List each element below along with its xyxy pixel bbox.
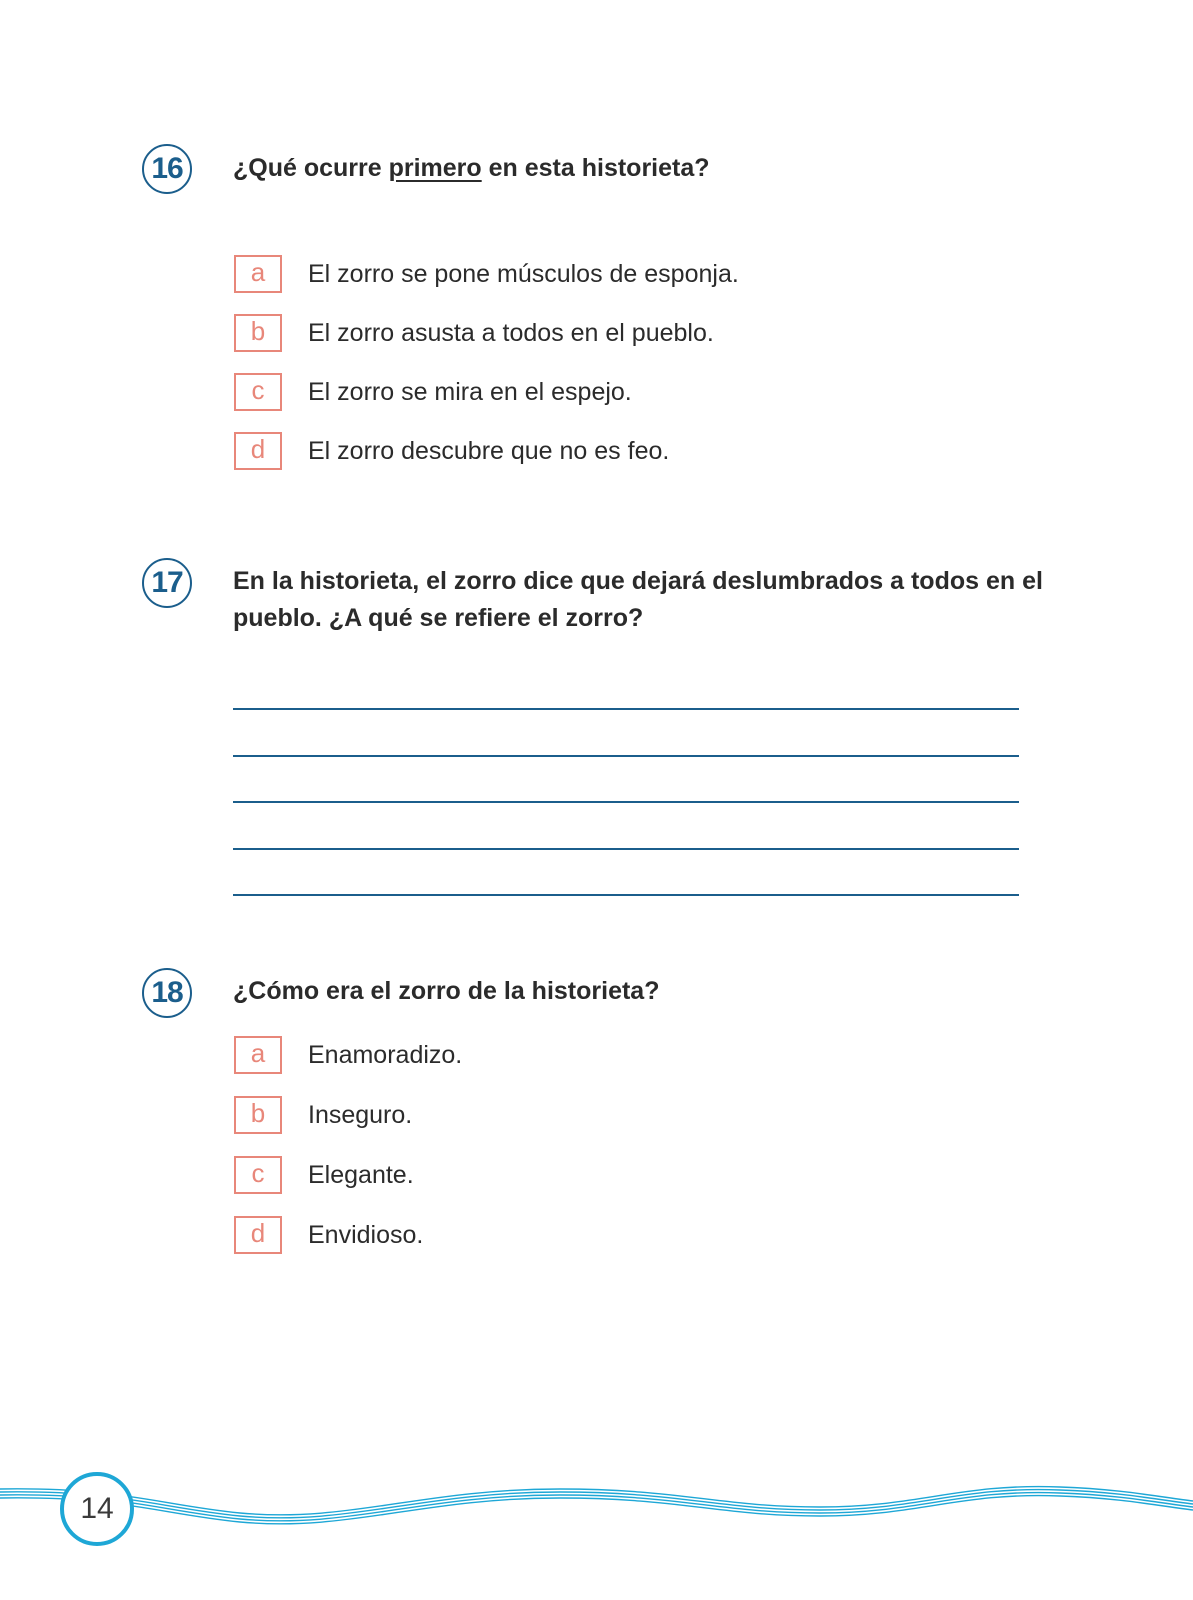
answer-line-4[interactable] xyxy=(233,848,1019,850)
option-text-18c: Elegante. xyxy=(308,1161,414,1189)
option-box-18d[interactable]: d xyxy=(234,1216,282,1254)
question-17-text: En la historieta, el zorro dice que dejará deslumbrados a todos en el pueblo. ¿A qué se refiere el zorro? xyxy=(233,567,1043,632)
answer-line-5[interactable] xyxy=(233,894,1019,896)
option-text-18a: Enamoradizo. xyxy=(308,1041,463,1069)
answer-line-2[interactable] xyxy=(233,755,1019,757)
question-number-18: 18 xyxy=(142,968,192,1018)
page-number: 14 xyxy=(60,1472,134,1546)
option-box-18b[interactable]: b xyxy=(234,1096,282,1134)
question-16-text xyxy=(233,150,1073,187)
question-number-17: 17 xyxy=(142,558,192,608)
question-16-text-after: en esta historieta? xyxy=(481,154,710,182)
question-18-text: ¿Cómo era el zorro de la historieta? xyxy=(233,977,660,1005)
option-text-16a: El zorro se pone músculos de esponja. xyxy=(308,260,739,288)
question-number-16: 16 xyxy=(142,144,192,194)
option-text-18b: Inseguro. xyxy=(308,1101,413,1129)
footer-wave-decoration xyxy=(0,1465,1193,1560)
option-text-18d: Envidioso. xyxy=(308,1221,424,1249)
option-box-16d[interactable]: d xyxy=(234,432,282,470)
option-box-16b[interactable]: b xyxy=(234,314,282,352)
option-text-16c: El zorro se mira en el espejo. xyxy=(308,378,632,406)
option-box-18a[interactable]: a xyxy=(234,1036,282,1074)
answer-line-3[interactable] xyxy=(233,801,1019,803)
option-box-16a[interactable]: a xyxy=(234,255,282,293)
answer-line-1[interactable] xyxy=(233,708,1019,710)
option-box-18c[interactable]: c xyxy=(234,1156,282,1194)
question-16-text-before: ¿Qué ocurre xyxy=(233,154,389,182)
option-box-16c[interactable]: c xyxy=(234,373,282,411)
question-16-underlined-word: primero xyxy=(388,154,482,182)
option-text-16b: El zorro asusta a todos en el pueblo. xyxy=(308,319,714,347)
option-text-16d: El zorro descubre que no es feo. xyxy=(308,437,670,465)
